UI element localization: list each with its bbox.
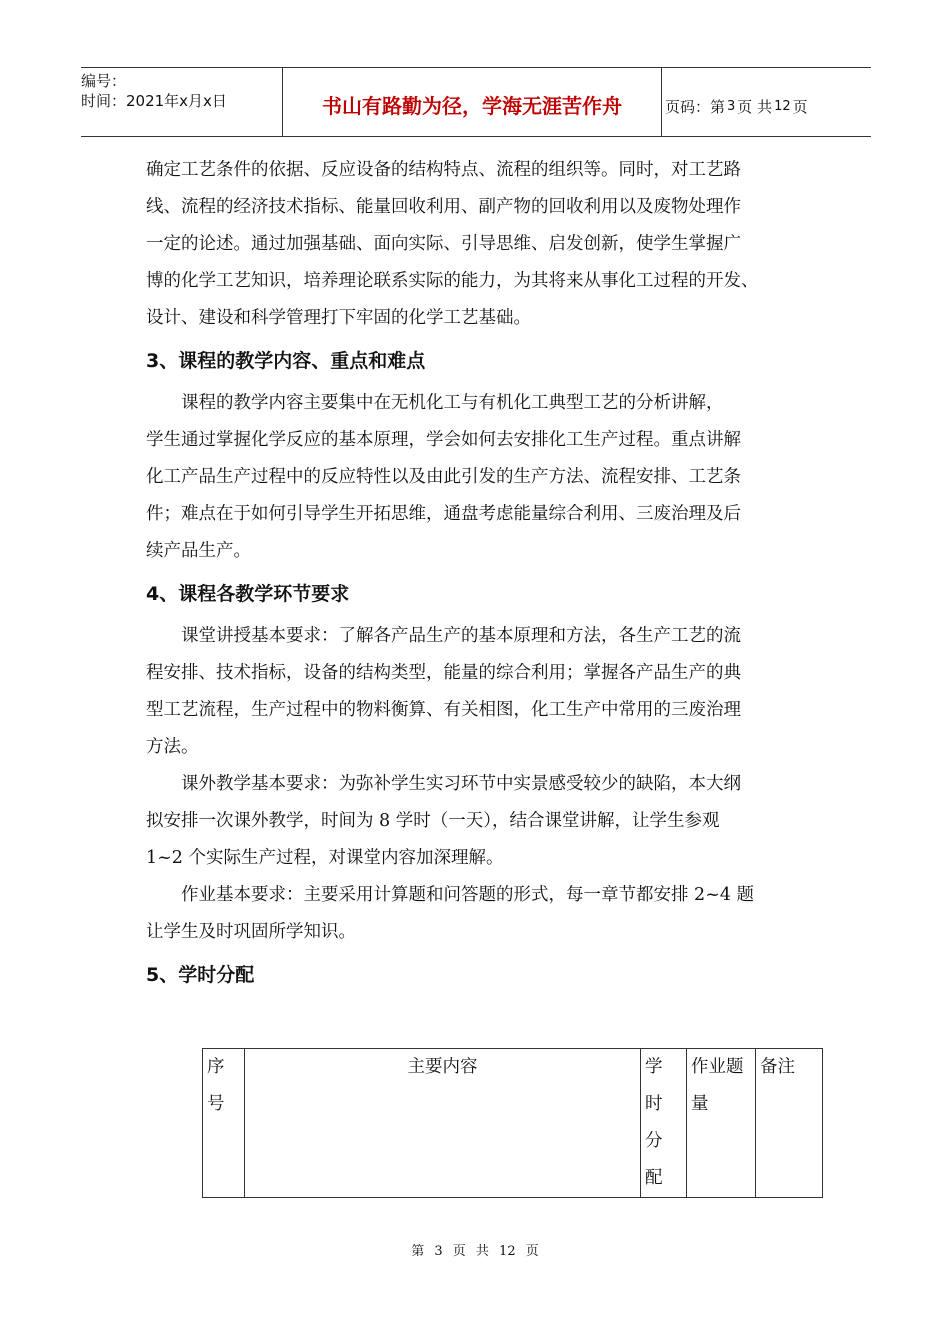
section-5-heading: 5、学时分配 (146, 964, 255, 986)
text-line: 程安排、技术指标，设备的结构类型，能量的综合利用；掌握各产品生产的典 (146, 663, 741, 683)
outside-teaching-paragraph (146, 766, 826, 877)
header-motto: 书山有路勤为径，学海无涯苦作舟 (282, 68, 662, 136)
text-line: 拟安排一次课外教学，时间为 8 学时（一天），结合课堂讲解，让学生参观 (146, 811, 720, 831)
document-body (146, 152, 826, 999)
hours-allocation-table (202, 1048, 823, 1198)
page-header (81, 67, 871, 137)
text-line: 博的化学工艺知识，培养理论联系实际的能力，为其将来从事化工过程的开发、 (146, 271, 759, 291)
table-header-row (203, 1049, 823, 1198)
header-cell-remarks: 备注 (756, 1049, 823, 1198)
text-line: 确定工艺条件的依据、反应设备的结构特点、流程的组织等。同时，对工艺路 (146, 160, 741, 180)
header-cell-number: 序号 (203, 1049, 245, 1198)
section-3-heading: 3、课程的教学内容、重点和难点 (146, 350, 426, 372)
text-line: 学生通过掌握化学反应的基本原理，学会如何去安排化工生产过程。重点讲解 (146, 430, 741, 450)
text-line: 课外教学基本要求：为弥补学生实习环节中实景感受较少的缺陷，本大纲 (181, 774, 741, 794)
text-line: 方法。 (146, 737, 199, 757)
text-line: 一定的论述。通过加强基础、面向实际、引导思维、启发创新，使学生掌握广 (146, 234, 741, 254)
page-mid: 页 共 (737, 97, 773, 116)
page-footer: 第 3 页 共 12 页 (411, 1244, 539, 1259)
text-line: 型工艺流程，生产过程中的物料衡算、有关相图，化工生产中常用的三废治理 (146, 700, 741, 720)
text-line: 1~2 个实际生产过程，对课堂内容加深理解。 (146, 848, 504, 868)
header-cell-homework: 作业题量 (687, 1049, 756, 1198)
text-line: 化工产品生产过程中的反应特性以及由此引发的生产方法、流程安排、工艺条 (146, 467, 741, 487)
classroom-requirements-paragraph (146, 618, 826, 766)
text-line: 设计、建设和科学管理打下牢固的化学工艺基础。 (146, 308, 531, 328)
intro-paragraph (146, 152, 826, 337)
text-line: 让学生及时巩固所学知识。 (146, 922, 356, 942)
section-3-paragraph (146, 385, 826, 570)
document-time: 时间：2021年x月x日 (81, 92, 227, 110)
text-line: 课程的教学内容主要集中在无机化工与有机化工典型工艺的分析讲解， (181, 393, 724, 413)
header-cell-content: 主要内容 (245, 1049, 641, 1198)
homework-requirements-paragraph (146, 877, 826, 951)
section-4-heading: 4、课程各教学环节要求 (146, 583, 350, 605)
page-total: 12 (774, 98, 791, 114)
document-number-label: 编号： (81, 72, 127, 90)
text-line: 件；难点在于如何引导学生开拓思维，通盘考虑能量综合利用、三废治理及后 (146, 504, 741, 524)
header-cell-hours: 学时分配 (641, 1049, 687, 1198)
page-current: 3 (727, 98, 736, 114)
text-line: 线、流程的经济技术指标、能量回收利用、副产物的回收利用以及废物处理作 (146, 197, 741, 217)
page-suffix: 页 (792, 97, 808, 116)
header-page-indicator (662, 68, 871, 140)
text-line: 作业基本要求：主要采用计算题和问答题的形式，每一章节都安排 2~4 题 (181, 885, 755, 905)
header-meta (81, 68, 282, 136)
page-prefix: 页码：第 (665, 97, 726, 116)
text-line: 课堂讲授基本要求：了解各产品生产的基本原理和方法，各生产工艺的流 (181, 626, 741, 646)
text-line: 续产品生产。 (146, 541, 251, 561)
